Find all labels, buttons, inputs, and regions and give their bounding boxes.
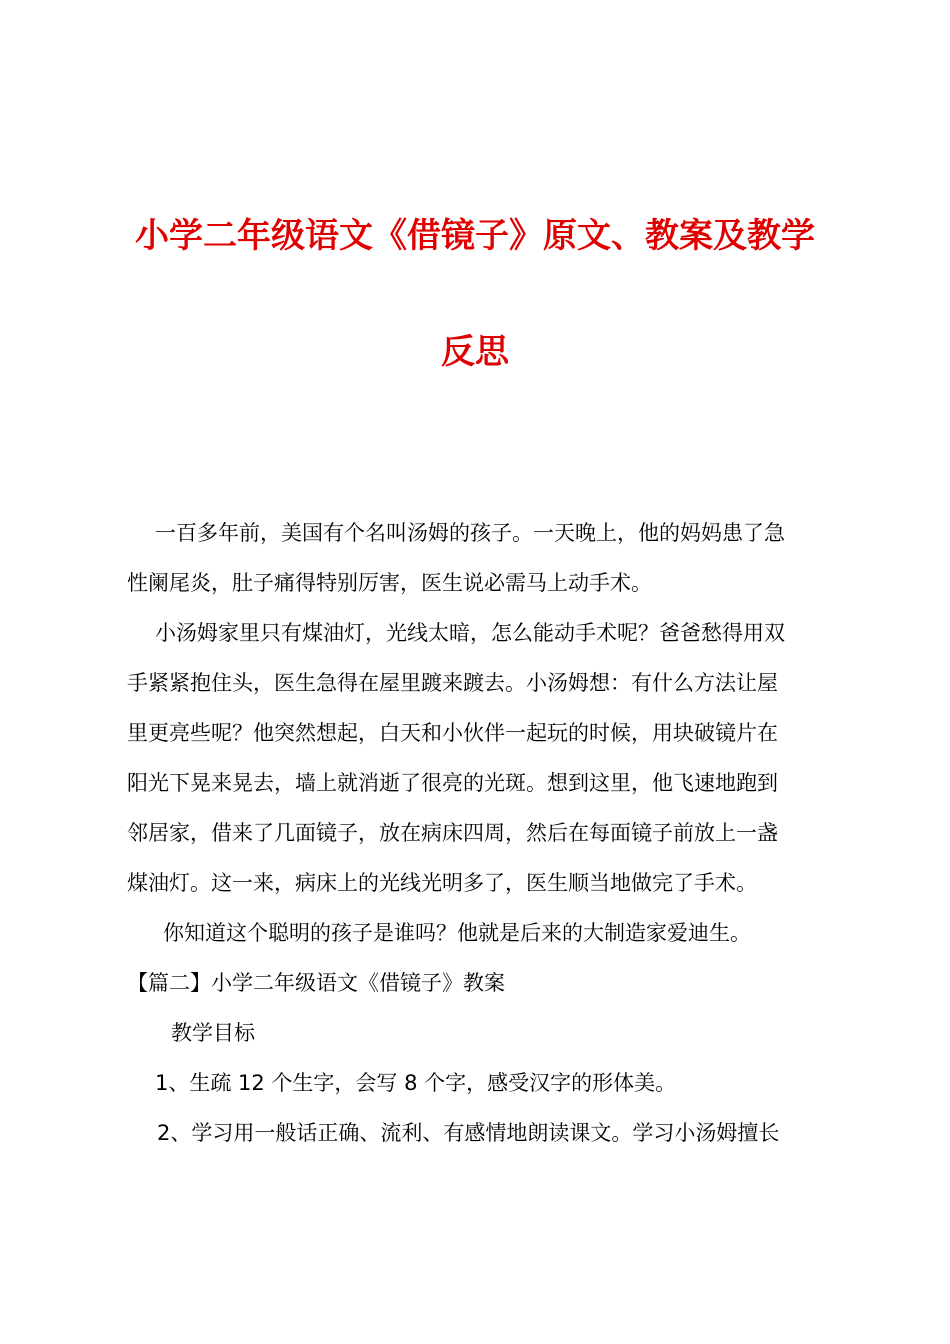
goals-heading	[127, 1008, 833, 1058]
paragraph-line: 你知道这个聪明的孩子是谁吗？他就是后来的大制造家爱迪生。	[163, 921, 751, 945]
paragraph-line: 邻居家，借来了几面镜子，放在病床四周，然后在每面镜子前放上一盏	[127, 821, 778, 845]
section-heading	[127, 958, 833, 1008]
paragraph-line: 性阑尾炎，肚子痛得特别厉害，医生说必需马上动手术。	[127, 571, 652, 595]
paragraph-line: 阳光下晃来晃去，墙上就消逝了很亮的光斑。想到这里，他飞速地跑到	[127, 771, 778, 795]
paragraph-line: 一百多年前，美国有个名叫汤姆的孩子。一天晚上，他的妈妈患了急	[155, 521, 785, 545]
paragraph-1	[127, 508, 833, 608]
goals-heading-text: 教学目标	[171, 1021, 255, 1045]
paragraph-2	[127, 608, 833, 908]
paragraph-line: 煤油灯。这一来，病床上的光线光明多了，医生顺当地做完了手术。	[127, 871, 757, 895]
document-body	[127, 508, 833, 1158]
paragraph-line: 小汤姆家里只有煤油灯，光线太暗，怎么能动手术呢？爸爸愁得用双	[155, 621, 785, 645]
section-heading-text: 【篇二】小学二年级语文《借镜子》教案	[127, 971, 505, 995]
goal-item-1	[127, 1058, 833, 1108]
document-title-line-1: 小学二年级语文《借镜子》原文、教案及教学	[135, 216, 815, 256]
paragraph-3	[127, 908, 833, 958]
goal-item-2	[127, 1108, 833, 1158]
paragraph-line: 里更亮些呢？他突然想起，白天和小伙伴一起玩的时候，用块破镜片在	[127, 721, 778, 745]
document-title-line-2: 反思	[441, 332, 509, 372]
goal-item-text: 2、学习用一般话正确、流利、有感情地朗读课文。学习小汤姆擅长	[157, 1121, 780, 1145]
goal-item-text: 1、生疏 12 个生字，会写 8 个字，感受汉字的形体美。	[155, 1071, 677, 1095]
paragraph-line: 手紧紧抱住头，医生急得在屋里踱来踱去。小汤姆想：有什么方法让屋	[127, 671, 778, 695]
